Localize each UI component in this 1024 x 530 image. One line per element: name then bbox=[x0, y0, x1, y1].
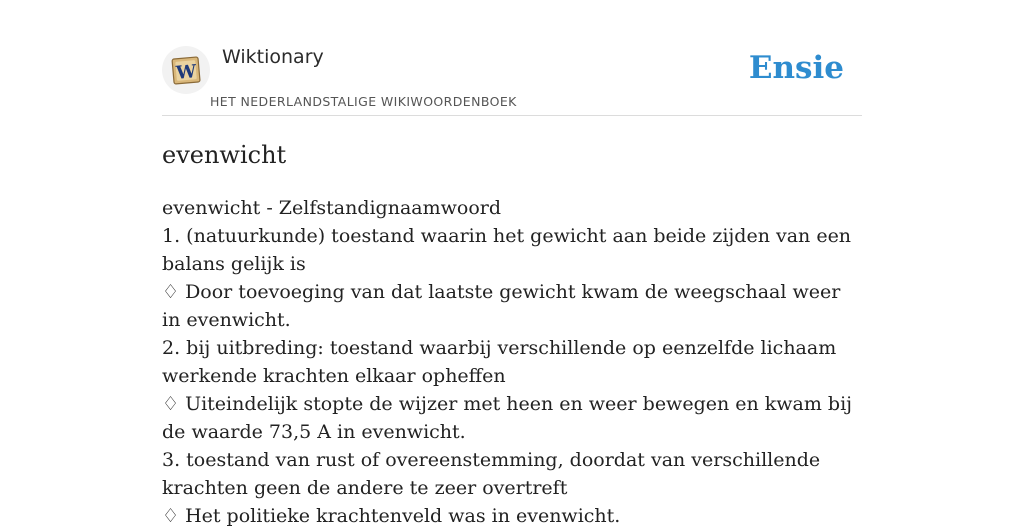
entry-content bbox=[162, 136, 862, 530]
entry-line-definition-2: 2. bij uitbreding: toestand waarbij verschillende op eenzelfde lichaam werkende krachten elkaar opheffen bbox=[162, 337, 837, 387]
site-tagline: HET NEDERLANDSTALIGE WIKIWOORDENBOEK bbox=[210, 94, 517, 109]
entry-line-example-2: ♢ Uiteindelijk stopte de wijzer met heen en weer bewegen en kwam bij de waarde 73,5 A in evenwicht. bbox=[162, 393, 853, 443]
brand-logo[interactable]: Ensie bbox=[748, 50, 844, 86]
wiktionary-logo-icon[interactable] bbox=[162, 46, 210, 94]
site-header bbox=[162, 0, 862, 116]
entry-body bbox=[162, 194, 862, 530]
entry-line-example-1: ♢ Door toevoeging van dat laatste gewicht kwam de weegschaal weer in evenwicht. bbox=[162, 281, 841, 331]
entry-line-definition-3: 3. toestand van rust of overeenstemming, doordat van verschillende krachten geen de andere te zeer overtreft bbox=[162, 449, 821, 499]
entry-title: evenwicht bbox=[162, 141, 287, 169]
svg-text:W: W bbox=[175, 61, 198, 84]
entry-line-definition-1: 1. (natuurkunde) toestand waarin het gewicht aan beide zijden van een balans gelijk is bbox=[162, 225, 852, 275]
wiktionary-logo-svg bbox=[169, 53, 203, 87]
entry-line-word-class: evenwicht - Zelfstandignaamwoord bbox=[162, 197, 502, 219]
site-name[interactable]: Wiktionary bbox=[222, 46, 324, 68]
entry-line-example-3: ♢ Het politieke krachtenveld was in evenwicht. bbox=[162, 505, 621, 527]
